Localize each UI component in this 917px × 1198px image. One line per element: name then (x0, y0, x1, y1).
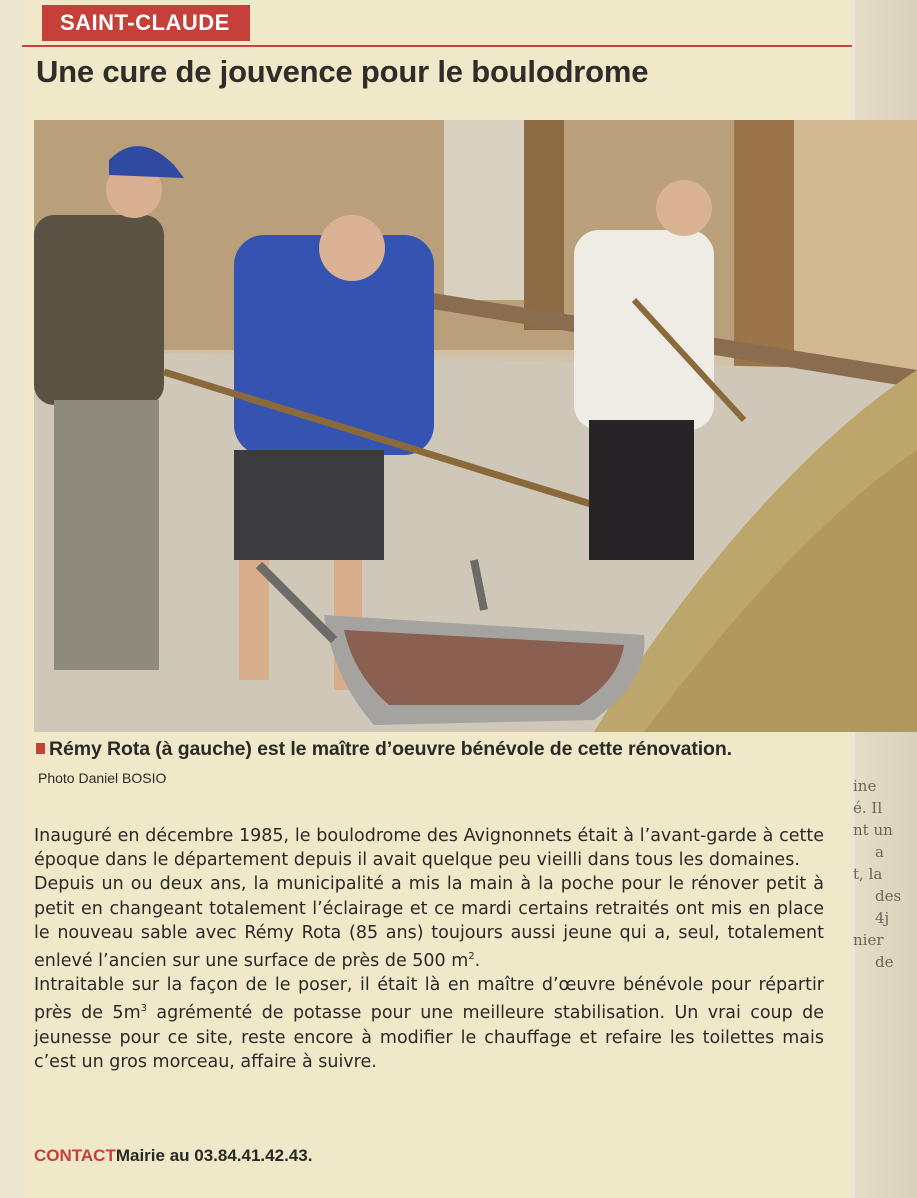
paragraph-2-end: . (474, 951, 481, 972)
person-right-shirt (574, 230, 714, 430)
photo-illustration (34, 120, 917, 732)
photo-credit: Photo Daniel BOSIO (38, 770, 167, 786)
paragraph-2-text: Depuis un ou deux ans, la municipalité a mis la main à la poche pour le rénover petit à petit en changeant totalement l’éclairage et ce mardi certains retraités ont mis en place le nouveau sable avec Rémy Rota (85 ans) toujours aussi jeune qui a, seul, totalement enlevé l’ancien sur une surface de près de 500 m (34, 874, 824, 972)
paragraph-2-superscript: 2 (468, 951, 475, 963)
contact-line (34, 1146, 312, 1166)
section-header (22, 0, 852, 47)
fragment: 4j (875, 909, 890, 927)
wood-pillar (524, 120, 564, 330)
fragment: t, la (853, 865, 883, 883)
article-body (34, 824, 824, 1074)
person-center-head (319, 215, 385, 281)
person-center-shorts (234, 450, 384, 560)
fragment: ine (853, 777, 877, 795)
headline: Une cure de jouvence pour le boulodrome (36, 54, 649, 89)
paragraph-3-text-b: agrémenté de potasse pour une meilleure stabilisation. Un vrai coup de jeunesse pour ce site, reste encore à modifier le chauffage et refaire les toilettes mais c’est un gros morceau, affaire à suivre. (34, 1003, 825, 1072)
section-tag: SAINT-CLAUDE (42, 5, 250, 41)
paragraph-2 (34, 872, 824, 973)
wood-door (734, 120, 804, 370)
paragraph-3-text-a: Intraitable sur la façon de le poser, il était là en maître d’œuvre bénévole pour répartir près de 5m (34, 975, 824, 1024)
contact-label: CONTACT (34, 1146, 116, 1165)
fragment: nier (853, 931, 884, 949)
person-left-sweater (34, 215, 164, 405)
adjacent-column-fragments (853, 730, 917, 973)
fragment: a (875, 843, 884, 861)
side-wall (794, 120, 917, 380)
caption-text: Rémy Rota (à gauche) est le maître d’oeuvre bénévole de cette rénovation. (49, 738, 732, 760)
paragraph-3-superscript: 3 (140, 1003, 147, 1015)
person-right-head (656, 180, 712, 236)
photo-caption (36, 738, 836, 761)
paragraph-1: Inauguré en décembre 1985, le boulodrome des Avignonnets était à l’avant-garde à cette époque dans le département depuis il avait quelque peu vieilli dans tous les domaines. (34, 826, 824, 871)
fragment: de (875, 953, 894, 971)
person-center-leg-left (239, 560, 269, 680)
person-left-trousers (54, 400, 159, 670)
fragment: é. Il (853, 799, 883, 817)
article-photo (34, 120, 917, 732)
fragment: nt un (853, 821, 893, 839)
person-right-trousers (589, 420, 694, 560)
caption-marker (36, 743, 45, 754)
paragraph-3 (34, 973, 824, 1074)
contact-text: Mairie au 03.84.41.42.43. (115, 1146, 313, 1165)
fragment: des (875, 887, 902, 905)
